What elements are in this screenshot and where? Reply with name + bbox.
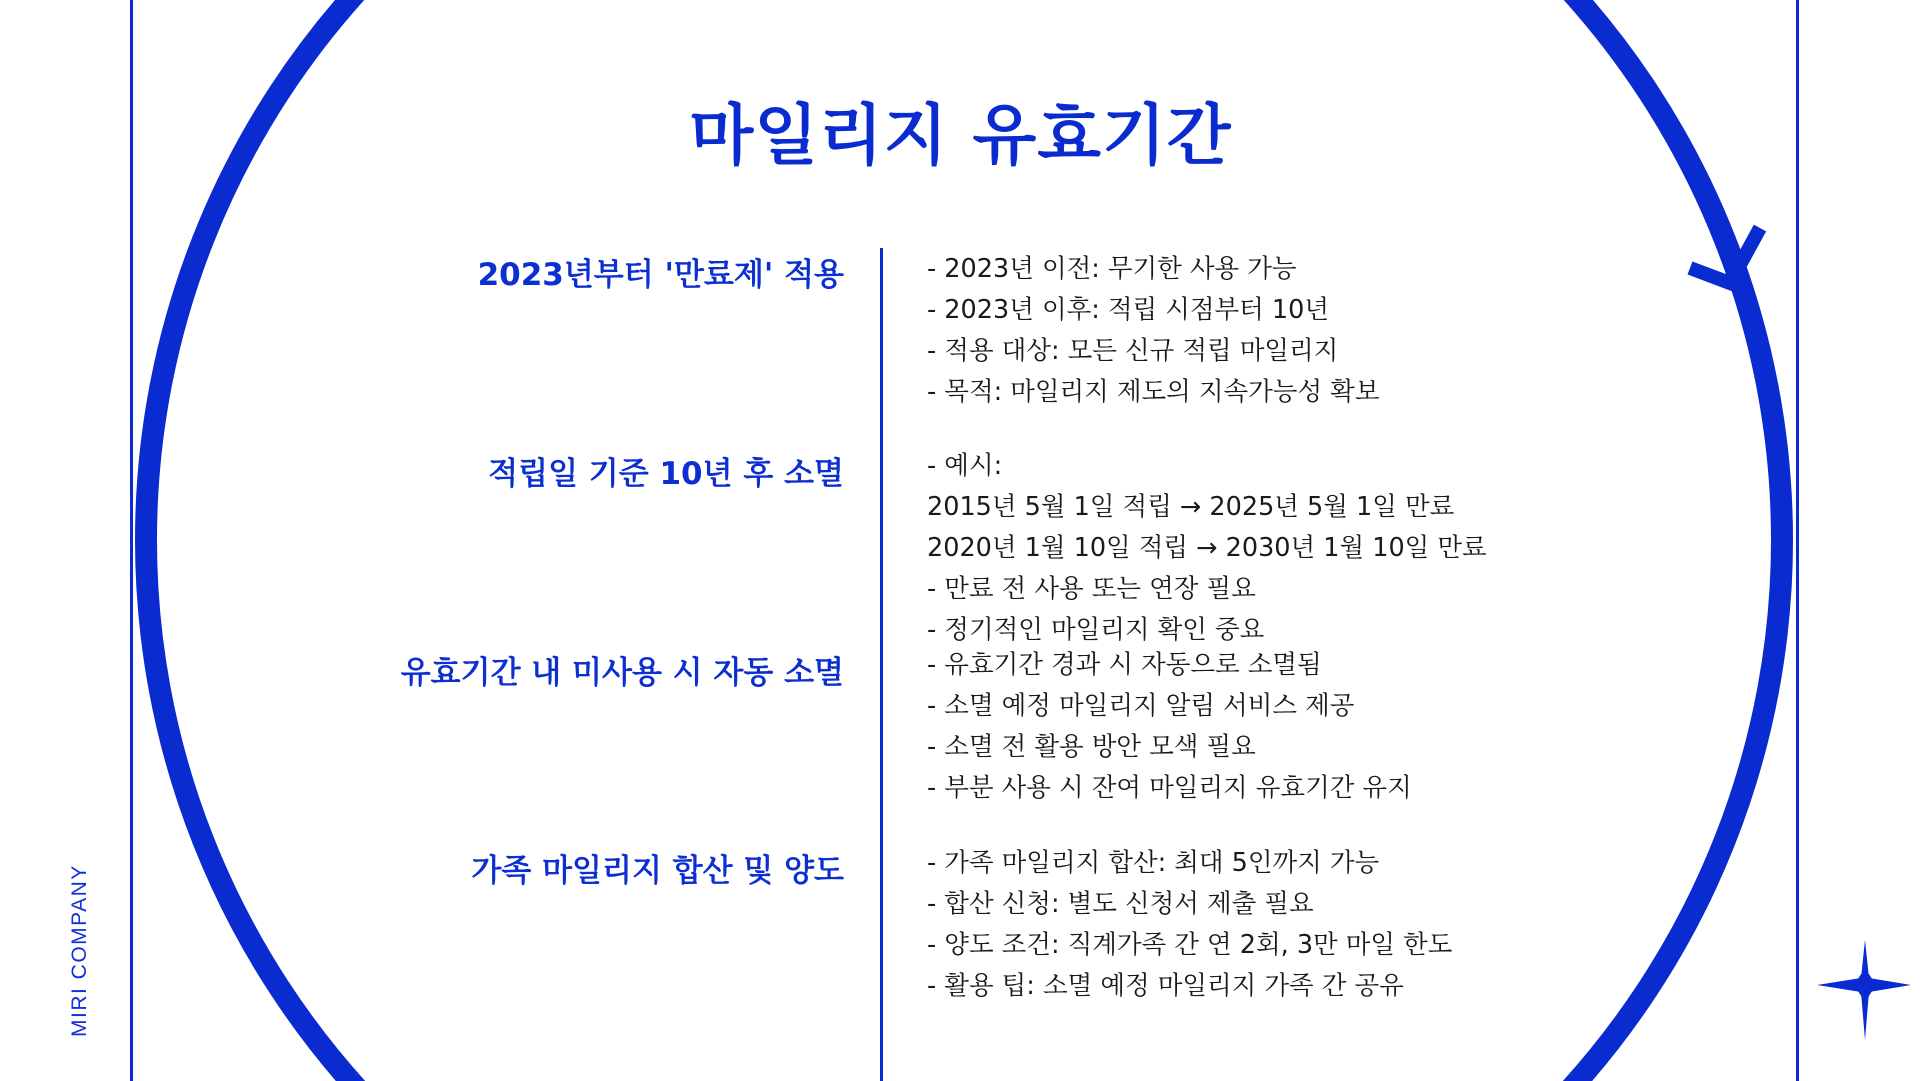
- list-item: - 정기적인 마일리지 확인 중요: [927, 615, 1265, 645]
- page-title: 마일리지 유효기간: [689, 97, 1232, 174]
- section-heading-auto-expire: 유효기간 내 미사용 시 자동 소멸: [400, 655, 844, 691]
- list-item: - 양도 조건: 직계가족 간 연 2회, 3만 마일 한도: [927, 930, 1453, 960]
- section-heading-family-transfer: 가족 마일리지 합산 및 양도: [471, 853, 844, 889]
- star-sparkle-icon: [1817, 940, 1911, 1040]
- list-item: - 가족 마일리지 합산: 최대 5인까지 가능: [927, 848, 1380, 878]
- section-list-ten-year-expiry: [927, 446, 1487, 651]
- list-item: - 유효기간 경과 시 자동으로 소멸됨: [927, 650, 1322, 680]
- section-list-auto-expire: [927, 645, 1412, 809]
- list-item: 2015년 5월 1일 적립 → 2025년 5월 1일 만료: [927, 492, 1455, 522]
- list-item: - 만료 전 사용 또는 연장 필요: [927, 574, 1256, 604]
- list-item: - 2023년 이전: 무기한 사용 가능: [927, 254, 1297, 284]
- list-item: - 활용 팁: 소멸 예정 마일리지 가족 간 공유: [927, 971, 1404, 1001]
- list-item: - 부분 사용 시 잔여 마일리지 유효기간 유지: [927, 773, 1412, 803]
- list-item: - 2023년 이후: 적립 시점부터 10년: [927, 295, 1329, 325]
- list-item: - 소멸 예정 마일리지 알림 서비스 제공: [927, 691, 1355, 721]
- section-list-family-transfer: [927, 843, 1452, 1007]
- list-item: 2020년 1월 10일 적립 → 2030년 1월 10일 만료: [927, 533, 1487, 563]
- list-item: - 적용 대상: 모든 신규 적립 마일리지: [927, 336, 1339, 366]
- list-item: - 합산 신청: 별도 신청서 제출 필요: [927, 889, 1314, 919]
- list-item: - 소멸 전 활용 방안 모색 필요: [927, 732, 1256, 762]
- list-item: - 목적: 마일리지 제도의 지속가능성 확보: [927, 377, 1380, 407]
- brand-label: MIRI COMPANY: [68, 864, 91, 1037]
- list-item: - 예시:: [927, 451, 1003, 481]
- section-heading-ten-year-expiry: 적립일 기준 10년 후 소멸: [488, 456, 844, 492]
- section-list-expiry-system: [927, 249, 1379, 413]
- section-heading-expiry-system: 2023년부터 '만료제' 적용: [477, 257, 844, 293]
